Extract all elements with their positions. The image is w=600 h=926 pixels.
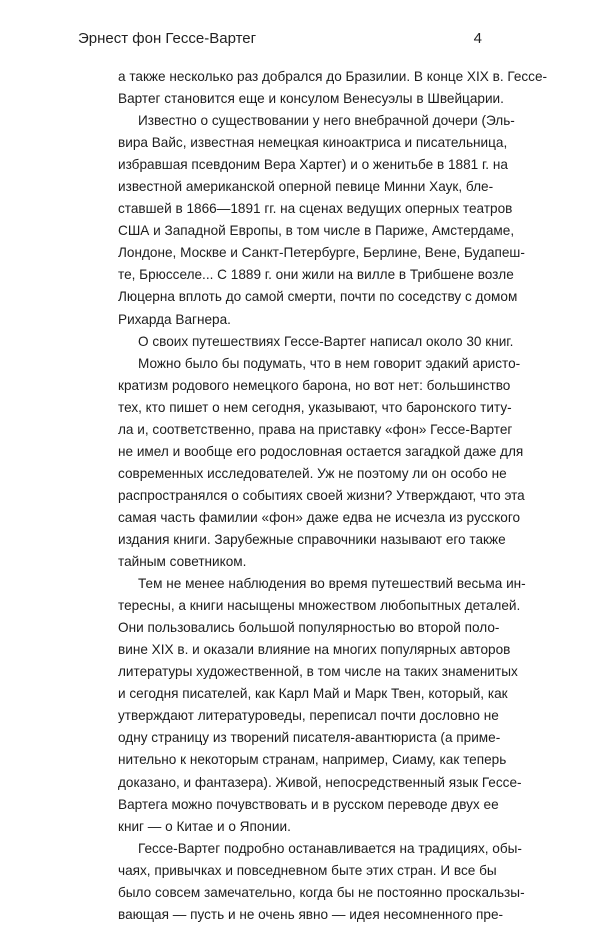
text-line: чаях, привычках и повседневном быте этих стран. И все бы [118,862,497,878]
text-line: а также несколько раз добрался до Бразилии. В конце XIX в. Гессе- [118,69,548,84]
text-line: Лондоне, Москве и Санкт-Петербурге, Берлине, Вене, Будапеш- [118,245,525,261]
text-line: было совсем замечательно, когда бы не постоянно проскальзы- [118,884,525,900]
text-line: США и Западной Европы, в том числе в Париже, Амстердаме, [118,223,515,239]
text-line: тех, кто пишет о нем сегодня, указывают, что баронского титу- [118,399,512,415]
text-line: распространялся о событиях своей жизни? Утверждают, что эта [118,487,525,503]
text-line: и сегодня писателей, как Карл Май и Марк Твен, который, как [118,686,508,702]
text-line: издания книги. Зарубежные справочники называют его также [118,531,506,547]
text-line: вине XIX в. и оказали влияние на многих популярных авторов [118,642,511,658]
text-line: одну страницу из творений писателя-авантюриста (а приме- [118,730,501,746]
paragraph-5 [118,573,526,838]
body-text [118,66,548,926]
text-line: Вартег становится еще и консулом Венесуэлы в Швейцарии. [118,91,504,107]
text-line: вира Вайс, известная немецкая киноактриса и писательница, [118,135,508,151]
text-line: книг — о Китае и о Японии. [118,818,291,834]
paragraph-3 [118,331,514,353]
paragraph-6 [118,838,525,926]
text-line: те, Брюсселе... С 1889 г. они жили на вилле в Трибшене возле [118,267,514,283]
text-line: Рихарда Вагнера. [118,311,231,327]
text-line: утверждают литературоведы, переписал почти дословно не [118,708,499,724]
paragraph-1 [118,66,548,110]
text-line: О своих путешествиях Гессе-Вартег написал около 30 книг. [138,333,514,349]
text-line: Можно было бы подумать, что в нем говорит эдакий аристо- [138,355,521,371]
text-line: современных исследователей. Уж не поэтому ли он особо не [118,465,507,481]
text-line: Люцерна вплоть до самой смерти, почти по соседству с домом [118,289,518,305]
text-line: Вартега можно почувствовать и в русском переводе двух ее [118,796,499,812]
running-header [78,30,482,52]
text-line: ставшей в 1866—1891 гг. на сценах ведущих оперных театров [118,201,513,217]
text-line: нительно к некоторым странам, например, Сиаму, как теперь [118,752,507,768]
text-line: Известно о существовании у него внебрачной дочери (Эль- [138,113,515,129]
text-line: литературы художественной, в том числе на таких знаменитых [118,664,518,680]
text-line: ла и, соответственно, права на приставку «фон» Гессе-Вартег [118,421,513,437]
text-line: вающая — пусть и не очень явно — идея несомненного пре- [118,906,504,922]
text-line: кратизм родового немецкого барона, но вот нет: большинство [118,377,511,393]
text-line: известной американской оперной певице Минни Хаук, бле- [118,179,494,195]
page-number: 4 [473,30,482,47]
text-line: доказано, и фантазера). Живой, непосредственный язык Гессе- [118,774,522,790]
paragraph-2 [118,110,525,330]
paragraph-4 [118,353,525,573]
text-line: самая часть фамилии «фон» даже едва не исчезла из русского [118,509,521,525]
text-line: Тем не менее наблюдения во время путешествий весьма ин- [138,576,526,592]
text-line: тересны, а книги насыщены множеством любопытных деталей. [118,598,521,614]
text-line: не имел и вообще его родословная остается загадкой даже для [118,443,524,459]
running-title: Эрнест фон Гессе-Вартег [78,30,257,47]
text-line: Гессе-Вартег подробно останавливается на традициях, обы- [138,840,522,856]
text-line: Они пользовались большой популярностью во второй поло- [118,620,500,636]
text-line: тайным советником. [118,554,247,570]
text-line: избравшая псевдоним Вера Хартег) и о женитьбе в 1881 г. на [118,157,508,173]
